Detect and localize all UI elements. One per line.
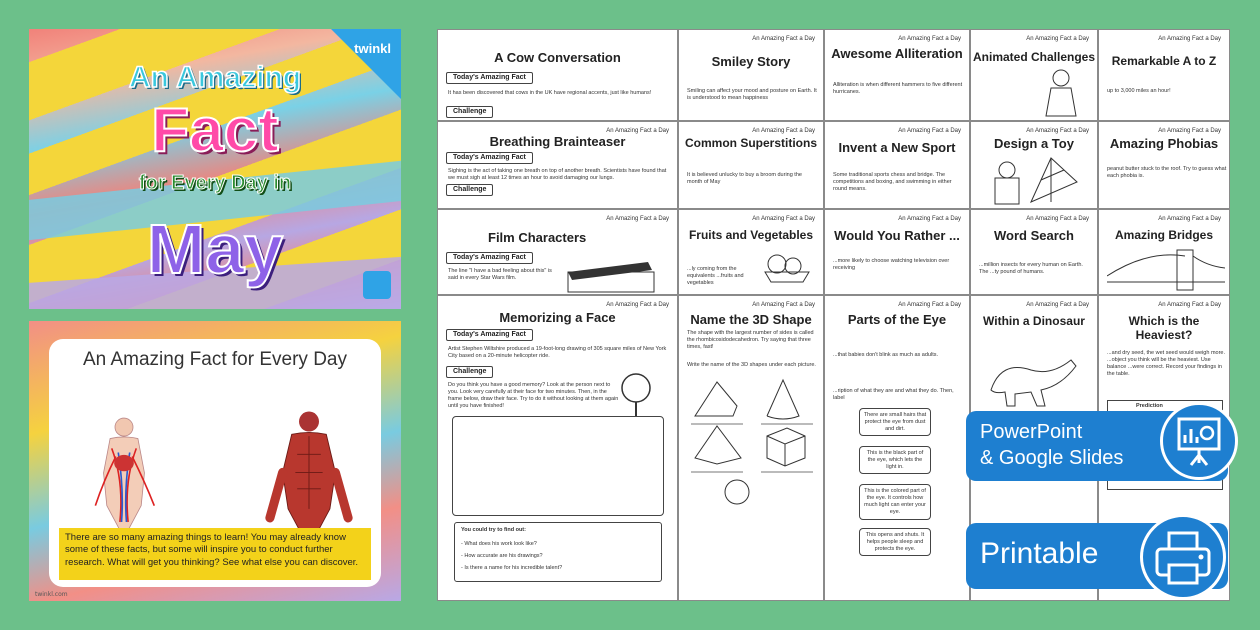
find-out-heading: You could try to find out: bbox=[461, 527, 526, 533]
worksheet-challenge: Do you think you have a good memory? Look at the person next to you. Look very carefully at their face for two minutes. Then, in the frame below, draw their face. Try to do it without looking at them again until you have finished! bbox=[448, 382, 619, 410]
worksheet-header: An Amazing Fact a Day bbox=[1026, 216, 1089, 222]
worksheet bbox=[678, 121, 824, 209]
cover-slide bbox=[29, 29, 401, 309]
eye-label-box: This is the black part of the eye, which lets the light in. bbox=[859, 446, 931, 474]
prediction-table-header: Prediction bbox=[1136, 403, 1163, 409]
worksheet bbox=[1098, 209, 1230, 295]
worksheet-fact: Sighing is the act of taking one breath on top of another breath. Scientists have found that we must sigh at least 12 times an hour to avoid damaging our lungs. bbox=[448, 168, 667, 182]
find-out-box bbox=[454, 522, 662, 582]
challenge-label: Challenge bbox=[446, 184, 493, 196]
worksheet-title: Amazing Phobias bbox=[1109, 136, 1219, 151]
worksheet-fact: up to 3,000 miles an hour! bbox=[1107, 88, 1171, 94]
worksheet-title: Fruits and Vegetables bbox=[688, 228, 814, 242]
todays-fact-label: Today's Amazing Fact bbox=[446, 329, 533, 341]
worksheet-fact: It is believed unlucky to buy a broom during the month of May bbox=[687, 172, 802, 186]
worksheet-title: Memorizing a Face bbox=[499, 310, 616, 325]
worksheet-header: An Amazing Fact a Day bbox=[898, 128, 961, 134]
worksheet-title: Awesome Alliteration bbox=[831, 46, 963, 61]
dinosaur-illustration bbox=[981, 350, 1081, 410]
worksheet-header: An Amazing Fact a Day bbox=[752, 128, 815, 134]
worksheet-fact: ...million insects for every human on Earth. The ...ty pound of humans. bbox=[979, 262, 1083, 276]
worksheet bbox=[824, 209, 970, 295]
worksheet-fact: The line "I have a bad feeling about this" is said in every Star Wars film. bbox=[448, 268, 552, 282]
eye-label-box: This opens and shuts. It helps people sleep and protects the eye. bbox=[859, 528, 931, 556]
worksheet-header: An Amazing Fact a Day bbox=[1158, 128, 1221, 134]
find-out-question: - How accurate are his drawings? bbox=[461, 553, 543, 559]
worksheet-title: Name the 3D Shape bbox=[690, 312, 812, 327]
worksheet bbox=[678, 295, 824, 601]
worksheet bbox=[437, 209, 678, 295]
brand-badge-icon bbox=[363, 271, 391, 299]
cover-title-line1: An Amazing bbox=[128, 61, 302, 94]
todays-fact-label: Today's Amazing Fact bbox=[446, 152, 533, 164]
worksheet-title: Word Search bbox=[994, 228, 1074, 243]
worksheet-title: A Cow Conversation bbox=[494, 50, 621, 65]
worksheet-title: Within a Dinosaur bbox=[983, 314, 1085, 328]
worksheet-header: An Amazing Fact a Day bbox=[898, 216, 961, 222]
worksheet-title: Common Superstitions bbox=[684, 136, 817, 150]
worksheet-fact: ...ly coming from the equivalents ...fruits and vegetables bbox=[687, 266, 744, 287]
intro-panel bbox=[49, 339, 381, 587]
find-out-question: - Is there a name for his incredible talent? bbox=[461, 565, 563, 571]
todays-fact-label: Today's Amazing Fact bbox=[446, 252, 533, 264]
challenge-label: Challenge bbox=[446, 106, 493, 118]
eye-label-box: This is the colored part of the eye. It controls how much light can enter your eye. bbox=[859, 484, 931, 520]
worksheet bbox=[970, 29, 1098, 121]
cover-title-line3: for Every Day in bbox=[138, 172, 292, 194]
worksheet-fact: Smiling can affect your mood and posture on Earth. It is understood to mean happiness bbox=[687, 88, 817, 102]
worksheet bbox=[678, 29, 824, 121]
toys-illustration bbox=[991, 152, 1081, 207]
worksheet-fact: The shape with the largest number of sides is called the rhombicosidodecahedron. Try saying that three times, fast! bbox=[687, 330, 814, 351]
worksheet bbox=[1098, 29, 1230, 121]
worksheet bbox=[437, 121, 678, 209]
worksheet bbox=[437, 295, 678, 601]
drawing-frame bbox=[452, 416, 664, 516]
clapperboard-illustration bbox=[566, 260, 656, 294]
worksheet-fact: ...that babies don't blink as much as adults. bbox=[833, 352, 938, 358]
worksheet bbox=[1098, 121, 1230, 209]
worksheet-header: An Amazing Fact a Day bbox=[1026, 302, 1089, 308]
worksheet-title: Smiley Story bbox=[711, 54, 791, 69]
worksheet-title: Would You Rather ... bbox=[834, 228, 960, 243]
worksheet-challenge: ...ription of what they are and what they do. Then, label bbox=[833, 388, 954, 402]
worksheet-fact: Alliteration is when different hammers to five different hurricanes. bbox=[833, 82, 963, 96]
printer-icon bbox=[1140, 514, 1226, 600]
worksheet-title: Which is the Heaviest? bbox=[1128, 314, 1200, 342]
intro-title: An Amazing Fact for Every Day bbox=[83, 349, 347, 370]
3d-shapes-illustration bbox=[687, 376, 817, 506]
cover-title-line2: Fact bbox=[151, 96, 279, 165]
printable-badge-label: Printable bbox=[980, 537, 1099, 570]
worksheet bbox=[970, 121, 1098, 209]
worksheet bbox=[970, 209, 1098, 295]
worksheet bbox=[824, 29, 970, 121]
worksheet-header: An Amazing Fact a Day bbox=[752, 216, 815, 222]
worksheet-header: An Amazing Fact a Day bbox=[898, 302, 961, 308]
worksheet-challenge: Write the name of the 3D shapes under each picture. bbox=[687, 362, 816, 368]
intro-slide bbox=[29, 321, 401, 601]
intro-footer: twinkl.com bbox=[35, 591, 68, 598]
child-illustration bbox=[1031, 68, 1091, 118]
worksheet-header: An Amazing Fact a Day bbox=[606, 216, 669, 222]
worksheet-title: Parts of the Eye bbox=[847, 312, 947, 327]
todays-fact-label: Today's Amazing Fact bbox=[446, 72, 533, 84]
fruit-basket-illustration bbox=[757, 244, 817, 284]
worksheet bbox=[678, 209, 824, 295]
worksheet-header: An Amazing Fact a Day bbox=[606, 302, 669, 308]
brand-logo: twinkl bbox=[354, 41, 391, 56]
worksheet bbox=[824, 295, 970, 601]
worksheet-header: An Amazing Fact a Day bbox=[606, 128, 669, 134]
magnifier-icon bbox=[618, 372, 654, 416]
worksheet-title: Animated Challenges bbox=[972, 50, 1096, 64]
worksheet bbox=[437, 29, 678, 121]
worksheet-header: An Amazing Fact a Day bbox=[752, 302, 815, 308]
worksheet-title: Invent a New Sport bbox=[838, 140, 956, 155]
worksheet-header: An Amazing Fact a Day bbox=[898, 36, 961, 42]
cover-title-line4: May bbox=[146, 210, 284, 288]
powerpoint-badge-line2: & Google Slides bbox=[980, 447, 1124, 469]
presentation-icon bbox=[1160, 402, 1238, 480]
worksheet-fact: ...and dry seed, the wet seed would weigh more. ...object you think will be the heaviest. Use balance ...were correct. Record your findings in the table. bbox=[1107, 350, 1226, 378]
eye-label-box: There are small hairs that protect the eye from dust and dirt. bbox=[859, 408, 931, 436]
worksheet-header: An Amazing Fact a Day bbox=[1026, 128, 1089, 134]
worksheet-fact: Some traditional sports chess and bridge. The competitions and boxing, and swimming in either round means. bbox=[833, 172, 952, 193]
worksheet bbox=[824, 121, 970, 209]
worksheet-header: An Amazing Fact a Day bbox=[1158, 216, 1221, 222]
worksheet-title: Design a Toy bbox=[994, 136, 1074, 151]
intro-caption: There are so many amazing things to learn! You may already know some of these facts, but some will inspire you to conduct further research. What will get you thinking? See what else you can discover. bbox=[59, 528, 371, 580]
find-out-question: - What does his work look like? bbox=[461, 541, 537, 547]
worksheet-fact: ...more likely to choose watching television over receiving bbox=[833, 258, 950, 272]
worksheet-title: Remarkable A to Z bbox=[1111, 54, 1217, 68]
bridge-illustration bbox=[1107, 246, 1225, 292]
powerpoint-badge-line1: PowerPoint bbox=[980, 421, 1083, 443]
worksheet-title: Amazing Bridges bbox=[1114, 228, 1213, 242]
worksheet-fact: Artist Stephen Wiltshire produced a 19-foot-long drawing of 305 square miles of New York City based on a 20-minute helicopter ride. bbox=[448, 346, 667, 360]
worksheet-fact: peanut butter stuck to the roof. Try to guess what each phobia is. bbox=[1107, 166, 1227, 180]
worksheet-title: Breathing Brainteaser bbox=[489, 134, 626, 149]
worksheet-header: An Amazing Fact a Day bbox=[1026, 36, 1089, 42]
worksheet-title: Film Characters bbox=[488, 230, 587, 245]
challenge-label: Challenge bbox=[446, 366, 493, 378]
worksheet-header: An Amazing Fact a Day bbox=[1158, 36, 1221, 42]
worksheet-header: An Amazing Fact a Day bbox=[1158, 302, 1221, 308]
worksheet-fact: It has been discovered that cows in the UK have regional accents, just like humans! bbox=[448, 90, 652, 96]
worksheet-header: An Amazing Fact a Day bbox=[752, 36, 815, 42]
